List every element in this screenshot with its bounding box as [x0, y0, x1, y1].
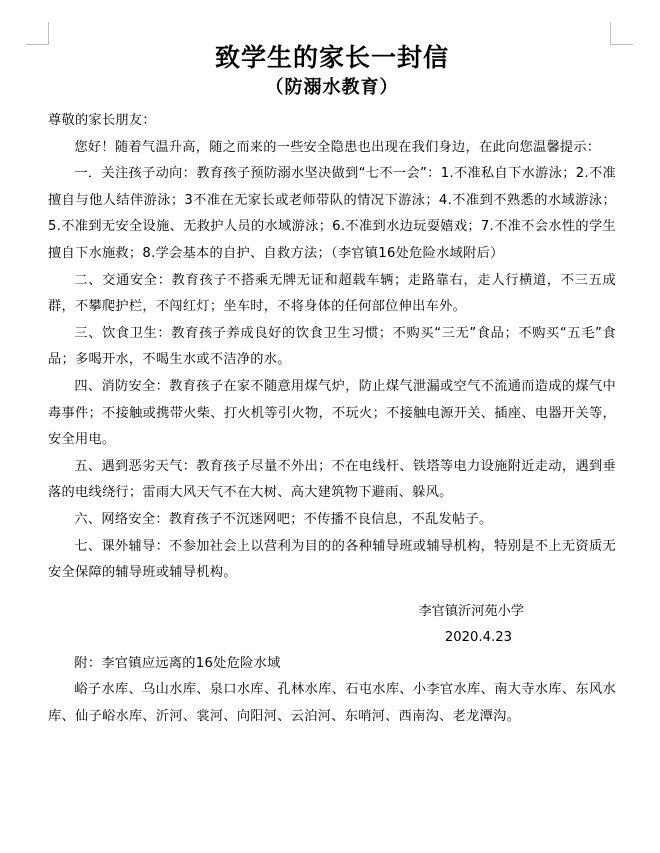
crop-mark-top-left: [26, 22, 49, 45]
safety-item: 三、饮食卫生：教育孩子养成良好的饮食卫生习惯；不购买“三无”食品；不购买“五毛”食品；多喝开水，不喝生水或不洁净的水。: [48, 325, 616, 368]
signature-school: 李官镇沂河苑小学: [418, 603, 524, 619]
safety-item: 一．关注孩子动向：教育孩子预防溺水坚决做到“七不一会”：1.不准私自下水游泳；2.不准擅自与他人结伴游泳；3不准在无家长或老师带队的情况下游泳；4.不准到不熟悉的水域游泳；5.不准到无安全设施、无救护人员的水域游泳；6.不准到水边玩耍嬉戏；7.不准不会水性的学生擅自下水施救；8.学会基本的自护、自救方法；（李官镇16处危险水域附后）: [48, 166, 616, 261]
salutation: 尊敬的家长朋友：: [48, 113, 156, 128]
safety-item: 六、网络安全：教育孩子不沉迷网吧；不传播不良信息，不乱发帖子。: [74, 511, 493, 527]
letter-document: [48, 40, 616, 730]
letter-subtitle: （防溺水教育）: [265, 77, 399, 98]
safety-item: 五、遇到恶劣天气：教育孩子尽量不外出；不在电线杆、铁塔等电力设施附近走动，遇到垂落的电线绕行；雷雨大风天气不在大树、高大建筑物下避雨、躲风。: [48, 458, 616, 501]
safety-item: 二、交通安全：教育孩子不搭乘无牌无证和超载车辆；走路靠右，走人行横道，不三五成群，不攀爬护栏，不闯红灯；坐车时，不将身体的任何部位伸出车外。: [48, 272, 616, 315]
appendix-title: 附：李官镇应远离的16处危险水域: [74, 655, 281, 671]
appendix-body: 峪子水库、乌山水库、泉口水库、孔林水库、石屯水库、小李官水库、南大寺水库、东风水库、仙子峪水库、沂河、裳河、向阳河、云泊河、东哨河、西南沟、老龙潭沟。: [48, 682, 616, 724]
letter-title: 致学生的家长一封信: [214, 43, 449, 72]
safety-item: 四、消防安全：教育孩子在家不随意用煤气炉，防止煤气泄漏或空气不流通而造成的煤气中毒事件；不接触或携带火柴、打火机等引火物，不玩火；不接触电源开关、插座、电器开关等，安全用电。: [48, 378, 616, 448]
signature-date: 2020.4.23: [444, 629, 512, 645]
safety-item: 七、课外辅导：不参加社会上以营利为目的的各种辅导班或辅导机构，特别是不上无资质无安全保障的辅导班或辅导机构。: [48, 538, 616, 581]
intro-paragraph: 您好！随着气温升高，随之而来的一些安全隐患也出现在我们身边，在此向您温馨提示：: [74, 139, 601, 155]
